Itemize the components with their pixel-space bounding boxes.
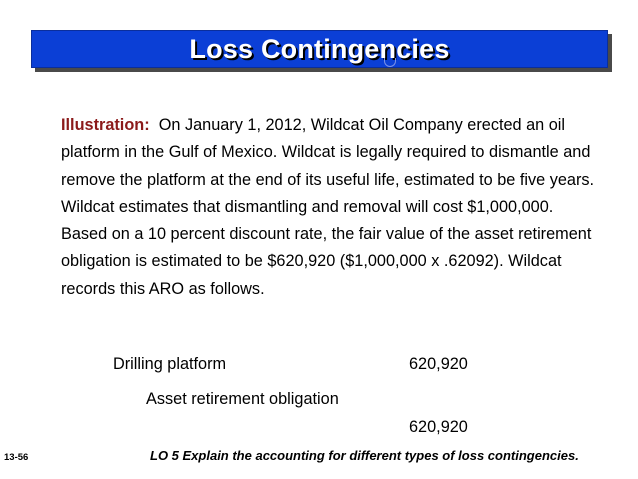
title-decoration <box>384 58 396 67</box>
credit-amount: 620,920 <box>409 418 468 436</box>
illustration-label: Illustration: <box>61 116 150 134</box>
learning-objective: LO 5 Explain the accounting for different types of loss contingencies. <box>150 448 579 463</box>
debit-account: Drilling platform <box>113 355 227 373</box>
illustration-text: On January 1, 2012, Wildcat Oil Company erected an oil platform in the Gulf of Mexico. Wildcat is legally required to dismantle and remove the platform at the end of its useful life, estimated to be five years. Wildcat estimates that dismantling and removal will cost $1,000,000. Based on a 10 percent discount rate, the fair value of the asset retirement obligation is estimated to be $620,920 ($1,000,000 x .62092). Wildcat records this ARO as follows. <box>61 116 595 298</box>
credit-account: Asset retirement obligation <box>146 390 339 408</box>
illustration-paragraph <box>61 112 601 303</box>
debit-amount: 620,920 <box>409 355 468 373</box>
slide-title: Loss Contingencies <box>189 33 450 64</box>
slide-number: 13-56 <box>4 452 29 463</box>
slide-title-bar <box>31 30 608 68</box>
